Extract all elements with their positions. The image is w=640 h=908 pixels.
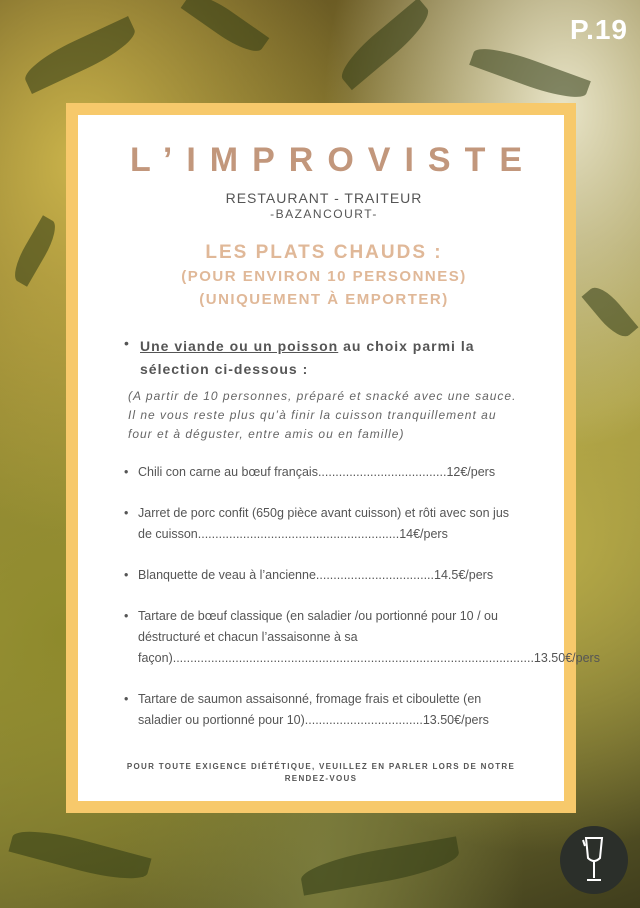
leaf-decoration [8,215,62,287]
section-subtitle-people: (POUR ENVIRON 10 PERSONNES) [181,268,467,285]
brand-location: -BAZANCOURT- [270,207,378,221]
intro-text [134,335,524,381]
menu-card [78,115,600,801]
leaf-decoration [334,0,436,90]
intro-underlined: Une viande ou un poisson [140,338,339,354]
dish-text: Blanquette de veau à l’ancienne..................................14.5€/pers [138,568,494,582]
dish-text: Tartare de saumon assaisonné, fromage frais et ciboulette (en saladier ou portionné pour 10)..................................13.50€/pers [138,692,489,727]
page-number: P.19 [570,14,628,45]
bullet-icon: • [124,692,129,706]
brand-subtitle: RESTAURANT - TRAITEUR [225,190,423,206]
bullet-icon: • [124,506,129,520]
section-title: LES PLATS CHAUDS : [205,242,443,263]
list-item [124,503,524,545]
intro-rest: au choix parmi la sélection ci-dessous : [140,338,475,377]
list-item [124,565,524,586]
bullet-icon: • [124,465,129,479]
wine-glass-icon [560,826,628,894]
leaf-decoration [181,0,270,59]
leaf-decoration [19,16,140,94]
dish-text: Chili con carne au bœuf français.....................................12€/pers [138,465,496,479]
leaf-decoration [469,40,591,105]
bullet-icon: • [124,609,129,623]
bullet-icon: • [124,568,129,582]
leaf-decoration [582,281,639,342]
list-item [124,462,524,483]
list-item [124,689,524,731]
dish-text: Tartare de bœuf classique (en saladier /ou portionné pour 10 / ou déstructuré et chacun l’assaisonne à sa façon)........................................................................................................13.50€/pers [138,609,600,665]
list-item [124,606,600,669]
dish-list [124,462,600,731]
brand-name: L’IMPROVISTE [130,141,537,179]
leaf-decoration [298,836,461,895]
section-subtitle-takeaway: (UNIQUEMENT À EMPORTER) [199,291,449,308]
menu-card-frame [66,103,600,813]
leaf-decoration [9,822,152,887]
intro-note: (A partir de 10 personnes, préparé et snacké avec une sauce. Il ne vous reste plus qu’à finir la cuisson tranquillement au four et à déguster, entre amis ou en famille) [128,389,517,441]
intro-block [124,335,524,444]
dietary-footer: POUR TOUTE EXIGENCE DIÉTÉTIQUE, VEUILLEZ EN PARLER LORS DE NOTRE RENDEZ-VOUS [126,762,516,783]
dish-text: Jarret de porc confit (650g pièce avant cuisson) et rôti avec son jus de cuisson..........................................................14€/pers [138,506,510,541]
bullet-icon: • [124,335,129,351]
